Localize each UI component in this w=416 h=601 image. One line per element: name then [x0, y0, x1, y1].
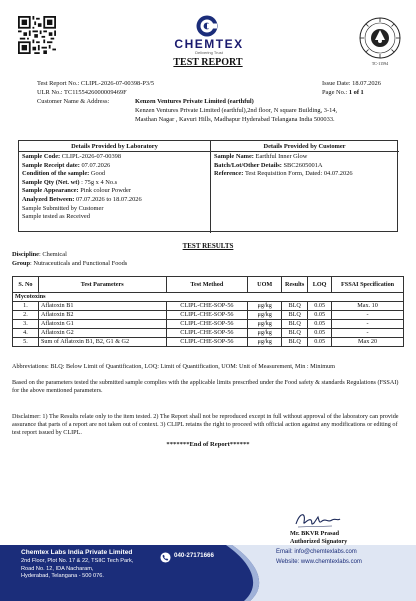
- lab-detail-quantity: Sample Qty (Net. wt) : 75g x 4 No.s: [22, 178, 118, 186]
- cell: 5.: [13, 338, 39, 347]
- cell: CLIPL-CHE-SOP-56: [166, 338, 248, 347]
- cell: CLIPL-CHE-SOP-56: [166, 329, 248, 338]
- cell: μg/kg: [248, 320, 282, 329]
- cell: Aflatoxin B2: [38, 311, 166, 320]
- cell: -: [332, 320, 404, 329]
- customer-detail-reference: Reference: Test Requisition Form, Dated: 04.07.2026: [214, 170, 353, 178]
- customer-label: Customer Name & Address:: [37, 98, 110, 105]
- cell: Aflatoxin B1: [38, 302, 166, 311]
- disclaimer-note: Disclaimer: 1) The Results relate only to the item tested. 2) The Report shall not be reproduced except in full without approval of the laboratory can provide assurance that parts of a report are not taken out of context. 3) CLIPL retains the right to proceed with official action against any modifications or editing of test report issued by CLIPL.: [12, 413, 399, 437]
- page-no: [322, 89, 364, 97]
- lab-detail-submitted: Sample Submitted by Customer: [22, 204, 104, 212]
- footer-address: 2nd Floor, Plot No. 17 & 22, TSIIC Tech Park, Road No. 12, IDA Nacharam, Hyderabad, Telangana - 500 076.: [21, 558, 134, 580]
- details-divider: [210, 141, 211, 233]
- cell: 0.05: [308, 302, 332, 311]
- lab-detail-condition: Condition of the sample: Good: [22, 170, 106, 178]
- report-no: Test Report No.: CLIPL-2026-07-00398-P3/5: [37, 80, 155, 87]
- cell: BLQ: [282, 338, 308, 347]
- cell: Aflatoxin G1: [38, 320, 166, 329]
- cell: Aflatoxin G2: [38, 329, 166, 338]
- ulr-no: ULR No.: TC1155426000009469F: [37, 89, 127, 96]
- page-no-label: Page No.:: [322, 89, 348, 96]
- table-header-row: [13, 277, 404, 293]
- discipline: Discipline: Chemical: [12, 251, 67, 258]
- table-row: [13, 311, 404, 320]
- seal-id: TC-11594: [371, 61, 389, 66]
- page-title: TEST REPORT: [173, 57, 243, 68]
- lab-detail-analyzed: Analyzed Between: 07.07.2026 to 18.07.2026: [22, 196, 142, 203]
- cell: -: [332, 311, 404, 320]
- table-row: [13, 302, 404, 311]
- footer-phone: 040-27171666: [174, 552, 214, 559]
- customer-detail-batch: Batch/Lot/Other Details: SBC2605001A: [214, 161, 323, 169]
- group: Group: Nutraceuticals and Functional Foods: [12, 260, 128, 267]
- footer-email: Email: info@chemtexlabs.com: [276, 549, 357, 555]
- column-header: Test Parameters: [38, 277, 166, 293]
- chemtex-logo-icon: [194, 14, 220, 38]
- column-header: UOM: [248, 277, 282, 293]
- customer-address-line-2: Masthan Nagar , Kavuri Hills, Madhapur Hyderabad Telangana India 500033.: [135, 116, 335, 123]
- customer-detail-sample-name: Sample Name: Earthful Inner Glow: [214, 153, 308, 160]
- cell: BLQ: [282, 329, 308, 338]
- customer-name: Kenzen Ventures Private Limited (earthful): [135, 98, 254, 105]
- customer-address-line-1: Kenzen Ventures Private Limited (earthful),2nd floor, N square Building, 3-14,: [135, 107, 338, 114]
- column-header: Test Method: [166, 277, 248, 293]
- lab-detail-tested: Sample tested as Received: [22, 213, 90, 221]
- qr-code-icon: [18, 16, 56, 54]
- cell: μg/kg: [248, 311, 282, 320]
- lab-detail-appearance: Sample Appearance: Pink colour Powder: [22, 187, 132, 195]
- cell: 0.05: [308, 320, 332, 329]
- footer-website: Website: www.chemtexlabs.com: [276, 559, 362, 565]
- table-row: [13, 338, 404, 347]
- cell: μg/kg: [248, 302, 282, 311]
- issue-date: Issue Date: 18.07.2026: [322, 80, 381, 87]
- cell: CLIPL-CHE-SOP-56: [166, 311, 248, 320]
- table-row: [13, 320, 404, 329]
- conclusion-note: Based on the parameters tested the submitted sample complies with the applicable limits prescribed under the Food safety & standards Regulations (FSSAI) for the above mentioned parameters.: [12, 379, 399, 395]
- logo-tagline: Delivering Trust: [195, 50, 223, 55]
- cell: 0.05: [308, 329, 332, 338]
- cell: BLQ: [282, 302, 308, 311]
- cell: CLIPL-CHE-SOP-56: [166, 302, 248, 311]
- cell: Sum of Aflatoxin B1, B2, G1 & G2: [38, 338, 166, 347]
- signatory-name: Mr. BKVR Prasad: [290, 530, 340, 537]
- table-row: [13, 329, 404, 338]
- cell: 1.: [13, 302, 39, 311]
- abbreviations-note: Abbreviations: BLQ: Below Limit of Quantification, LOQ: Limit of Quantification, UOM: Unit of Measurement, Min : Minimum: [12, 363, 335, 370]
- group-label: Mycotoxins: [13, 293, 404, 302]
- signature-icon: [292, 508, 342, 530]
- table-group-row: [13, 293, 404, 302]
- cell: BLQ: [282, 311, 308, 320]
- cell: Max 20: [332, 338, 404, 347]
- cell: Max. 10: [332, 302, 404, 311]
- cell: CLIPL-CHE-SOP-56: [166, 320, 248, 329]
- cell: -: [332, 329, 404, 338]
- footer-company: Chemtex Labs India Private Limited: [21, 549, 133, 556]
- details-box: [18, 140, 398, 232]
- cell: 4.: [13, 329, 39, 338]
- cell: 2.: [13, 311, 39, 320]
- column-header: S. No: [13, 277, 39, 293]
- cell: 0.05: [308, 338, 332, 347]
- results-title: TEST RESULTS: [182, 242, 234, 250]
- column-header: Results: [282, 277, 308, 293]
- end-of-report: *******End of Report******: [166, 441, 250, 448]
- column-header: LOQ: [308, 277, 332, 293]
- logo-wordmark: CHEMTEX: [174, 37, 244, 51]
- cell: 3.: [13, 320, 39, 329]
- lab-detail-receipt-date: Sample Receipt date: 07.07.2026: [22, 161, 111, 169]
- cell: 0.05: [308, 311, 332, 320]
- lab-detail-sample-code: Sample Code: CLIPL-2026-07-00398: [22, 153, 122, 160]
- cell: μg/kg: [248, 338, 282, 347]
- cell: BLQ: [282, 320, 308, 329]
- column-header: FSSAI Specification: [332, 277, 404, 293]
- cell: μg/kg: [248, 329, 282, 338]
- results-table: [12, 276, 404, 347]
- lab-details-header: Details Provided by Laboratory: [19, 141, 210, 152]
- phone-icon: [160, 552, 171, 563]
- signatory-role: Authorized Signatory: [290, 538, 348, 545]
- accreditation-seal-icon: [358, 16, 402, 60]
- page-no-value: 1 of 1: [348, 89, 364, 96]
- customer-details-header: Details Provided by Customer: [210, 141, 399, 152]
